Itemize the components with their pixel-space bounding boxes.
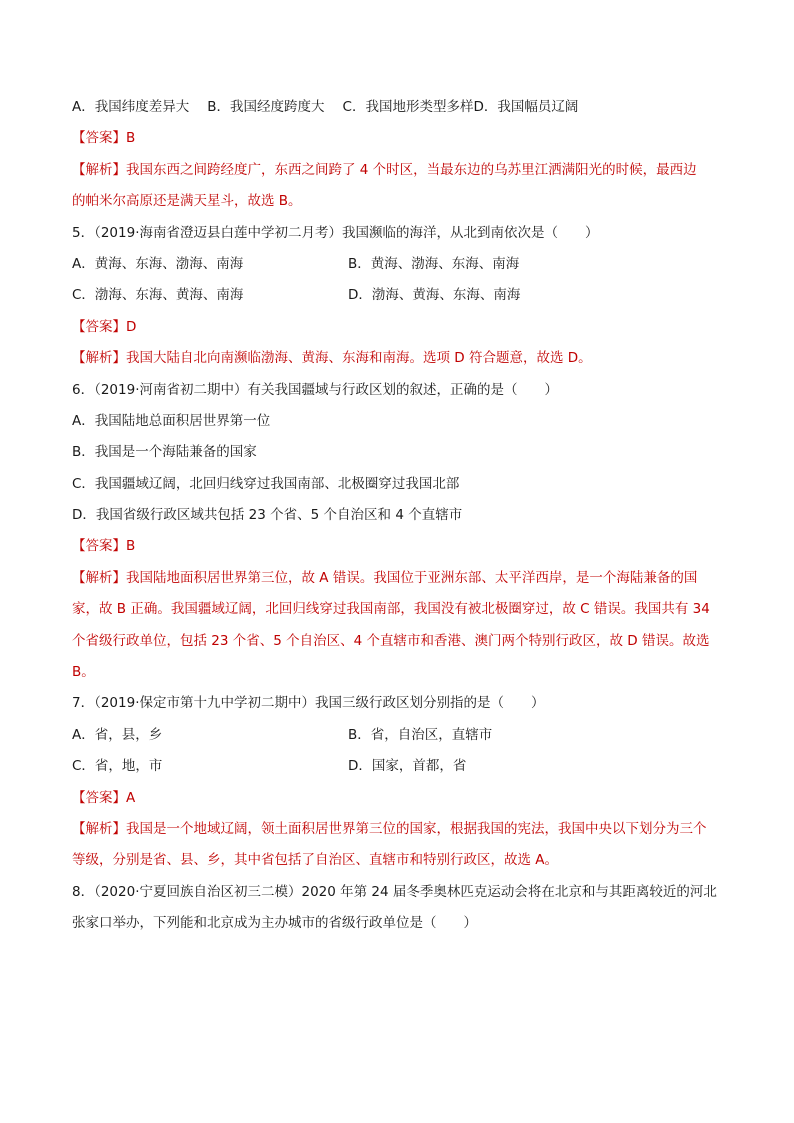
analysis-text: 我国是一个地域辽阔，领土面积居世界第三位的国家，根据我国的宪法，我国中央以下划分为三个 [126,820,707,837]
option-c: C．我国疆域辽阔，北回归线穿过我国南部、北极圈穿过我国北部 [72,475,460,492]
analysis-text: 我国陆地面积居世界第三位，故 A 错误。我国位于亚洲东部、太平洋西岸，是一个海陆兼备的国 [126,569,698,586]
question-6-stem: 6．（2019·河南省初二期中）有关我国疆域与行政区划的叙述，正确的是（ ） [72,381,558,398]
option-d: D．渤海、黄海、东海、南海 [348,287,521,304]
document-page [72,92,724,940]
answer-value: B [126,538,136,555]
option-d: D．国家，首都，省 [348,758,467,775]
analysis-tag: 【解析】 [72,350,126,367]
answer-value: A [126,789,136,806]
answer-value: B [126,130,136,147]
question-7-options-row [72,720,724,751]
question-4-options [72,92,724,123]
option-b: B．黄海、渤海、东海、南海 [348,255,520,272]
option-a: A．我国纬度差异大 [72,99,190,115]
analysis-tag: 【解析】 [72,161,126,178]
option-b: B．我国是一个海陆兼备的国家 [72,444,257,461]
answer-line [72,531,724,562]
question-5-stem: 5．（2019·海南省澄迈县白莲中学初二月考）我国濒临的海洋，从北到南依次是（ ） [72,224,599,241]
option-d: D．我国省级行政区域共包括 23 个省、5 个自治区和 4 个直辖市 [72,507,463,524]
question-8-stem: 8．（2020·宁夏回族自治区初三二模）2020 年第 24 届冬季奥林匹克运动会将在北京和与其距离较近的河北 [72,883,717,900]
option-c: C．我国地形类型多样 [342,99,474,115]
analysis-text: 等级，分别是省、县、乡，其中省包括了自治区、直辖市和特别行政区，故选 A。 [72,852,559,869]
option-d: D．我国幅员辽阔 [473,99,579,115]
answer-tag: 【答案】 [72,130,126,147]
option-b: B．省，自治区，直辖市 [348,726,493,743]
analysis-block [72,343,724,374]
analysis-text: 的帕米尔高原还是满天星斗，故选 B。 [72,193,302,210]
answer-value: D [126,318,137,335]
analysis-text: 我国东西之间跨经度广，东西之间跨了 4 个时区，当最东边的乌苏里江洒满阳光的时候，最西边 [126,161,697,178]
question-8-stem-continued: 张家口举办，下列能和北京成为主办城市的省级行政单位是（ ） [72,915,477,932]
question-7-options-row [72,751,724,782]
option-a: A．黄海、东海、渤海、南海 [72,255,244,272]
analysis-text: B。 [72,664,95,681]
analysis-block [72,814,724,877]
option-b: B．我国经度跨度大 [207,99,325,115]
analysis-tag: 【解析】 [72,569,126,586]
analysis-block [72,155,724,218]
question-7-stem: 7．（2019·保定市第十九中学初二期中）我国三级行政区划分别指的是（ ） [72,695,545,712]
analysis-tag: 【解析】 [72,820,126,837]
option-a: A．我国陆地总面积居世界第一位 [72,412,271,429]
option-c: C．省，地，市 [72,758,163,775]
analysis-text: 个省级行政单位，包括 23 个省、5 个自治区、4 个直辖市和香港、澳门两个特别行政区，故 D 错误。故选 [72,632,710,649]
answer-line [72,783,724,814]
analysis-text: 我国大陆自北向南濒临渤海、黄海、东海和南海。选项 D 符合题意，故选 D。 [126,350,592,367]
analysis-text: 家，故 B 正确。我国疆域辽阔，北回归线穿过我国南部，我国没有被北极圈穿过，故 C 错误。我国共有 34 [72,601,710,618]
answer-line [72,312,724,343]
question-5-options-row [72,249,724,280]
option-c: C．渤海、东海、黄海、南海 [72,287,244,304]
option-a: A．省，县，乡 [72,726,163,743]
analysis-block [72,563,724,689]
answer-tag: 【答案】 [72,318,126,335]
answer-tag: 【答案】 [72,789,126,806]
answer-line [72,123,724,154]
question-5-options-row [72,280,724,311]
answer-tag: 【答案】 [72,538,126,555]
